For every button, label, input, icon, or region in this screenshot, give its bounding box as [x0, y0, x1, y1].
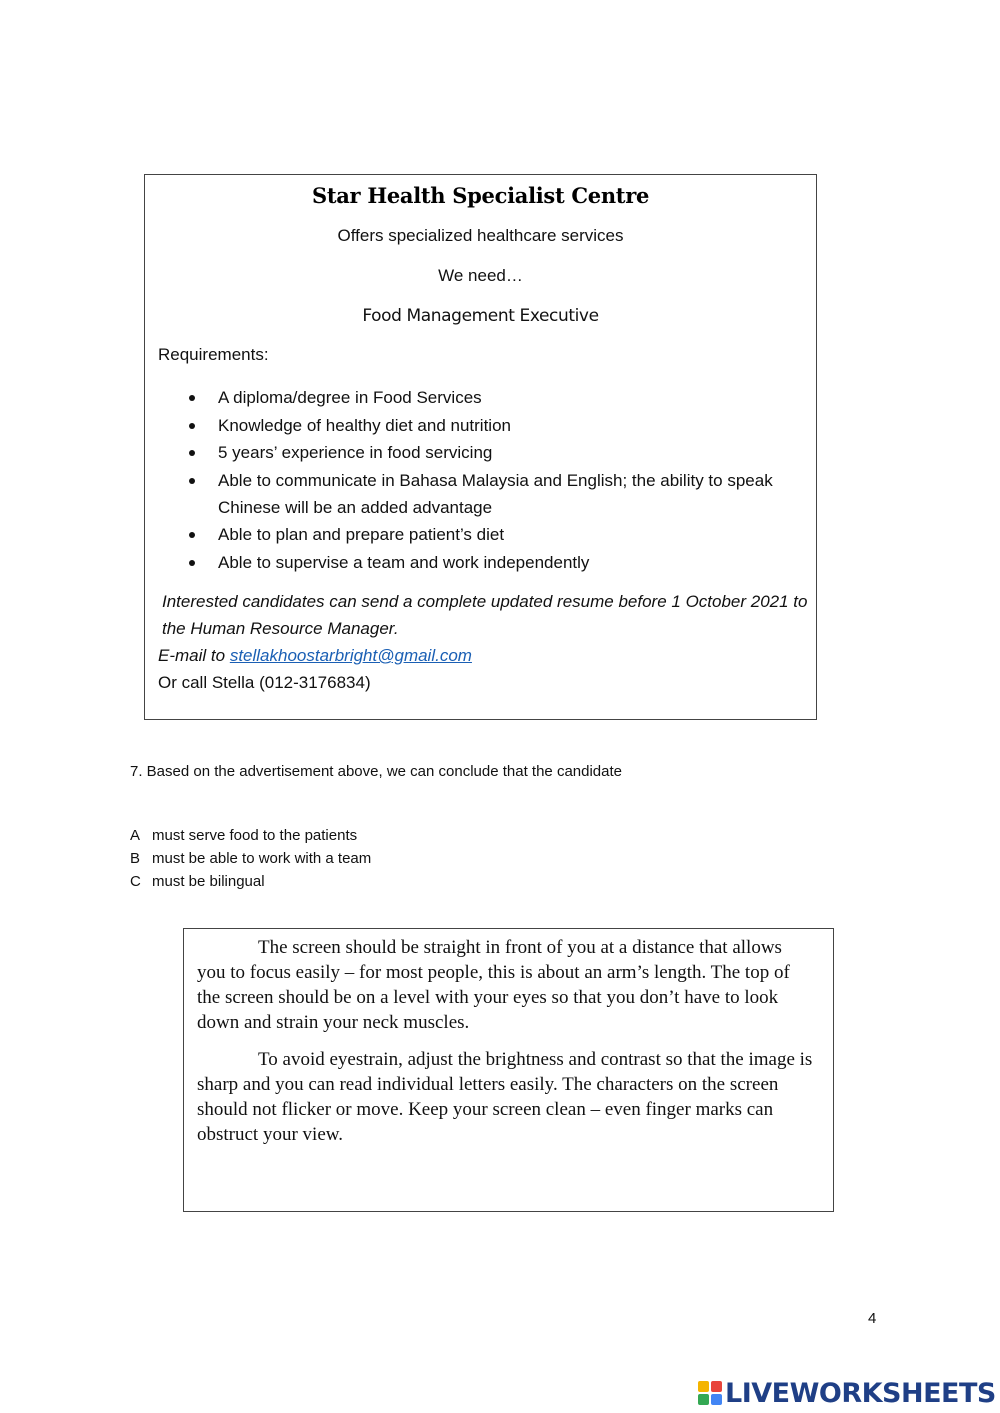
email-line [158, 642, 808, 669]
bullet-icon [189, 450, 195, 456]
requirement-item: Knowledge of healthy diet and nutrition [145, 412, 805, 439]
option-b[interactable] [130, 847, 371, 870]
option-a[interactable] [130, 824, 371, 847]
option-letter: B [130, 850, 141, 867]
option-letter: C [130, 873, 141, 890]
ad-title: Star Health Specialist Centre [311, 183, 650, 208]
email-link[interactable]: stellakhoostarbright@gmail.com [229, 646, 472, 665]
option-text: must be bilingual [152, 873, 265, 890]
ad-subtitle: Offers specialized healthcare services [337, 226, 624, 245]
ad-position: Food Management Executive [362, 306, 599, 326]
option-text: must serve food to the patients [152, 827, 358, 844]
question-text: 7. Based on the advertisement above, we can conclude that the candidate [130, 763, 622, 780]
bullet-icon [189, 532, 195, 538]
job-advertisement [144, 174, 817, 720]
requirements-label: Requirements: [158, 345, 269, 364]
bullet-icon [189, 395, 195, 401]
requirement-item: 5 years’ experience in food servicing [145, 439, 805, 466]
contact-text: Interested candidates can send a complete updated resume before 1 October 2021 to the Human Resource Manager. [162, 592, 808, 638]
option-c[interactable] [130, 870, 371, 893]
reading-passage [183, 928, 834, 1212]
bullet-icon [189, 423, 195, 429]
bullet-icon [189, 560, 195, 566]
passage-paragraph: The screen should be straight in front of you at a distance that allows you to focus easily – for most people, this is about an arm’s length. The top of the screen should be on a level with your eyes so that you don’t have to look down and strain your neck muscles. [197, 937, 790, 1033]
contact-info [158, 588, 808, 696]
requirement-item: Able to plan and prepare patient’s diet [145, 521, 805, 548]
bullet-icon [189, 478, 195, 484]
email-prefix: E-mail to [158, 646, 226, 665]
requirements-list [145, 384, 805, 576]
brand-name: LIVEWORKSHEETS [725, 1377, 996, 1409]
option-letter: A [130, 827, 141, 844]
requirement-item: Able to communicate in Bahasa Malaysia and English; the ability to speak Chinese will be an added advantage [145, 467, 805, 521]
passage-paragraph: To avoid eyestrain, adjust the brightness and contrast so that the image is sharp and you can read individual letters easily. The characters on the screen should not flicker or move. Keep your screen clean – even finger marks can obstruct your view. [197, 1049, 813, 1145]
liveworksheets-icon [698, 1381, 722, 1405]
answer-options [130, 824, 371, 893]
option-text: must be able to work with a team [152, 850, 372, 867]
requirement-item: A diploma/degree in Food Services [145, 384, 805, 411]
ad-we-need: We need… [438, 266, 523, 285]
requirement-item: Able to supervise a team and work independently [145, 549, 805, 576]
liveworksheets-logo [698, 1378, 996, 1408]
phone-line: Or call Stella (012-3176834) [158, 673, 371, 692]
page-number: 4 [868, 1310, 877, 1327]
